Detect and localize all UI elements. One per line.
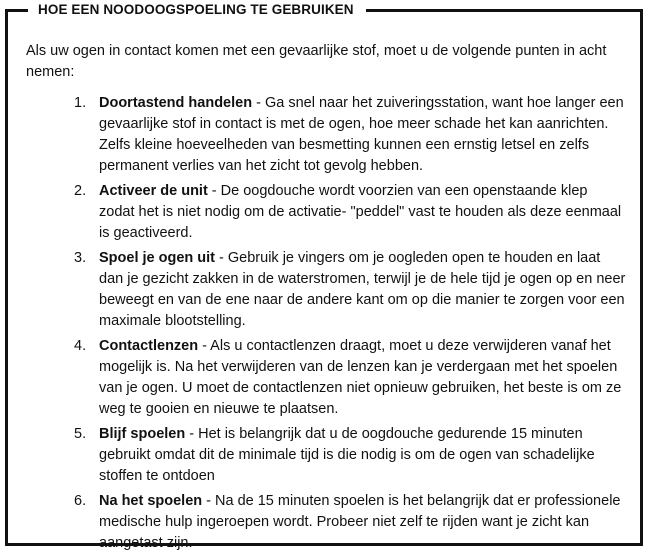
box-title: HOE EEN NOODOOGSPOELING TE GEBRUIKEN	[28, 1, 366, 19]
step-number: 1.	[74, 95, 87, 111]
intro-text: Als uw ogen in contact komen met een gevaarlijke stof, moet u de volgende punten in acht nemen:	[26, 43, 607, 80]
step-number: 4.	[74, 338, 87, 354]
step-item-1	[66, 93, 626, 177]
step-title: Doortastend handelen	[99, 95, 253, 111]
step-text: - Gebruik je vingers om je oogleden open te houden en laat dan je gezicht zakken in de waterstromen, terwijl je de hele tijd je ogen op en neer beweegt en van de ene naar de andere kant om op die manier te zorgen voor een maximale blootstelling.	[99, 250, 626, 329]
step-item-2	[66, 181, 626, 244]
step-number: 2.	[74, 183, 87, 199]
step-title: Blijf spoelen	[99, 426, 186, 442]
steps-list	[66, 93, 626, 558]
step-number: 3.	[74, 250, 87, 266]
step-text: - Het is belangrijk dat u de oogdouche gedurende 15 minuten gebruikt omdat dit de minimale tijd is die nodig is om de ogen van schadelijke stoffen te ontdoen	[99, 426, 595, 484]
step-text: - Als u contactlenzen draagt, moet u deze verwijderen vanaf het mogelijk is. Na het verwijderen van de lenzen kan je verdergaan met het spoelen van je ogen. U moet de contactlenzen niet opnieuw gebruiken, het beste is om ze weg te gooien en nieuwe te plaatsen.	[99, 338, 622, 417]
step-item-4	[66, 336, 626, 420]
step-item-6	[66, 491, 626, 554]
instruction-box	[5, 2, 643, 551]
step-text: - Na de 15 minuten spoelen is het belangrijk dat er professionele medische hulp ingeroepen wordt. Probeer niet zelf te rijden want je zicht kan aangetast zijn.	[99, 493, 621, 551]
step-text: - Ga snel naar het zuiveringsstation, want hoe langer een gevaarlijke stof in contact is met de ogen, hoe meer schade het kan aanrichten. Zelfs kleine hoeveelheden van besmetting kunnen een ernstig letsel en zelfs permanent verlies van het zicht tot gevolg hebben.	[99, 95, 624, 174]
step-title: Contactlenzen	[99, 338, 199, 354]
step-title: Activeer de unit	[99, 183, 208, 199]
step-number: 5.	[74, 426, 87, 442]
step-title: Na het spoelen	[99, 493, 203, 509]
step-title: Spoel je ogen uit	[99, 250, 216, 266]
step-number: 6.	[74, 493, 87, 509]
step-item-5	[66, 424, 626, 487]
step-item-3	[66, 248, 626, 332]
step-text: - De oogdouche wordt voorzien van een openstaande klep zodat het is niet nodig om de activatie- "peddel" vast te houden als deze eenmaal is geactiveerd.	[99, 183, 622, 241]
